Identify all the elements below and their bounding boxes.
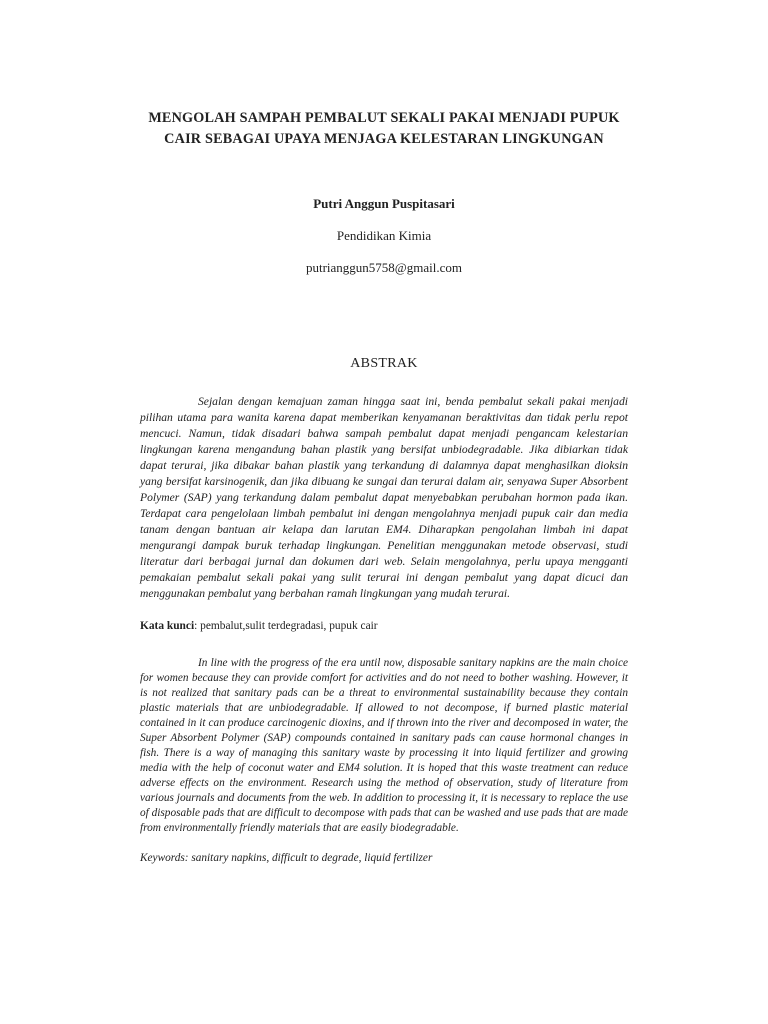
keywords-indonesian xyxy=(140,620,628,632)
paper-title-line-2: CAIR SEBAGAI UPAYA MENJAGA KELESTARAN LINGKUNGAN xyxy=(164,131,604,147)
keywords-label: Kata kunci xyxy=(140,620,195,632)
author-email: putrianggun5758@gmail.com xyxy=(305,260,463,275)
author-name: Putri Anggun Puspitasari xyxy=(313,196,455,211)
author-affiliation: Pendidikan Kimia xyxy=(336,228,432,243)
paper-title xyxy=(140,108,628,150)
paper-title-line-1: MENGOLAH SAMPAH PEMBALUT SEKALI PAKAI MENJADI PUPUK xyxy=(148,110,620,126)
abstract-heading: ABSTRAK xyxy=(350,356,418,371)
keywords-list: : pembalut,sulit terdegradasi, pupuk cair xyxy=(194,620,378,632)
abstract-body-english: In line with the progress of the era until now, disposable sanitary napkins are the main choice for women because they can provide comfort for activities and do not need to bother washing. However, it is not realized that sanitary pads can be a threat to environmental sustainability because they contain plastic materials that are unbiodegradable. If allowed to not decompose, if burned plastic material contained in it can produce carcinogenic dioxins, and if thrown into the river and decomposed in water, the Super Absorbent Polymer (SAP) compounds contained in sanitary pads can cause hormonal changes in fish. There is a way of managing this sanitary waste by processing it into liquid fertilizer and growing media with the help of coconut water and EM4 solution. It is hoped that this waste treatment can reduce adverse effects on the environment. Research using the method of observation, study of literature from various journals and documents from the web. In addition to processing it, it is necessary to replace the use of disposable pads that are difficult to decompose with pads that can be washed and use pads that are made from environmentally friendly materials that are easily biodegradable. xyxy=(140,657,628,834)
abstract-body-indonesian: Sejalan dengan kemajuan zaman hingga saat ini, benda pembalut sekali pakai menjadi pilihan utama para wanita karena dapat memberikan kenyamanan beraktivitas dan tidak perlu repot mencuci. Namun, tidak disadari bahwa sampah pembalut dapat menjadi pengancam kelestarian lingkungan karena mengandung bahan plastik yang bersifat unbiodegradable. Jika dibiarkan tidak dapat terurai, jika dibakar bahan plastik yang terkandung di dalamnya dapat menghasilkan dioksin yang bersifat karsinogenik, dan jika dibuang ke sungai dan terurai dalam air, senyawa Super Absorbent Polymer (SAP) yang terkandung dalam pembalut dapat menyebabkan perubahan hormon pada ikan. Terdapat cara pengelolaan limbah pembalut ini dengan mengolahnya menjadi pupuk cair dan media tanam dengan bantuan air kelapa dan larutan EM4. Diharapkan pengolahan limbah ini dapat mengurangi dampak buruk terhadap lingkungan. Penelitian menggunakan metode observasi, studi literatur dari berbagai jurnal dan dokumen dari web. Selain mengolahnya, perlu upaya mengganti pemakaian pembalut sekali pakai yang sulit terurai ini dengan pembalut yang dapat dicuci dan menggunakan pembalut yang berbahan ramah lingkungan yang mudah terurai. xyxy=(140,395,628,600)
keywords-english: Keywords: sanitary napkins, difficult to degrade, liquid fertilizer xyxy=(140,852,433,864)
